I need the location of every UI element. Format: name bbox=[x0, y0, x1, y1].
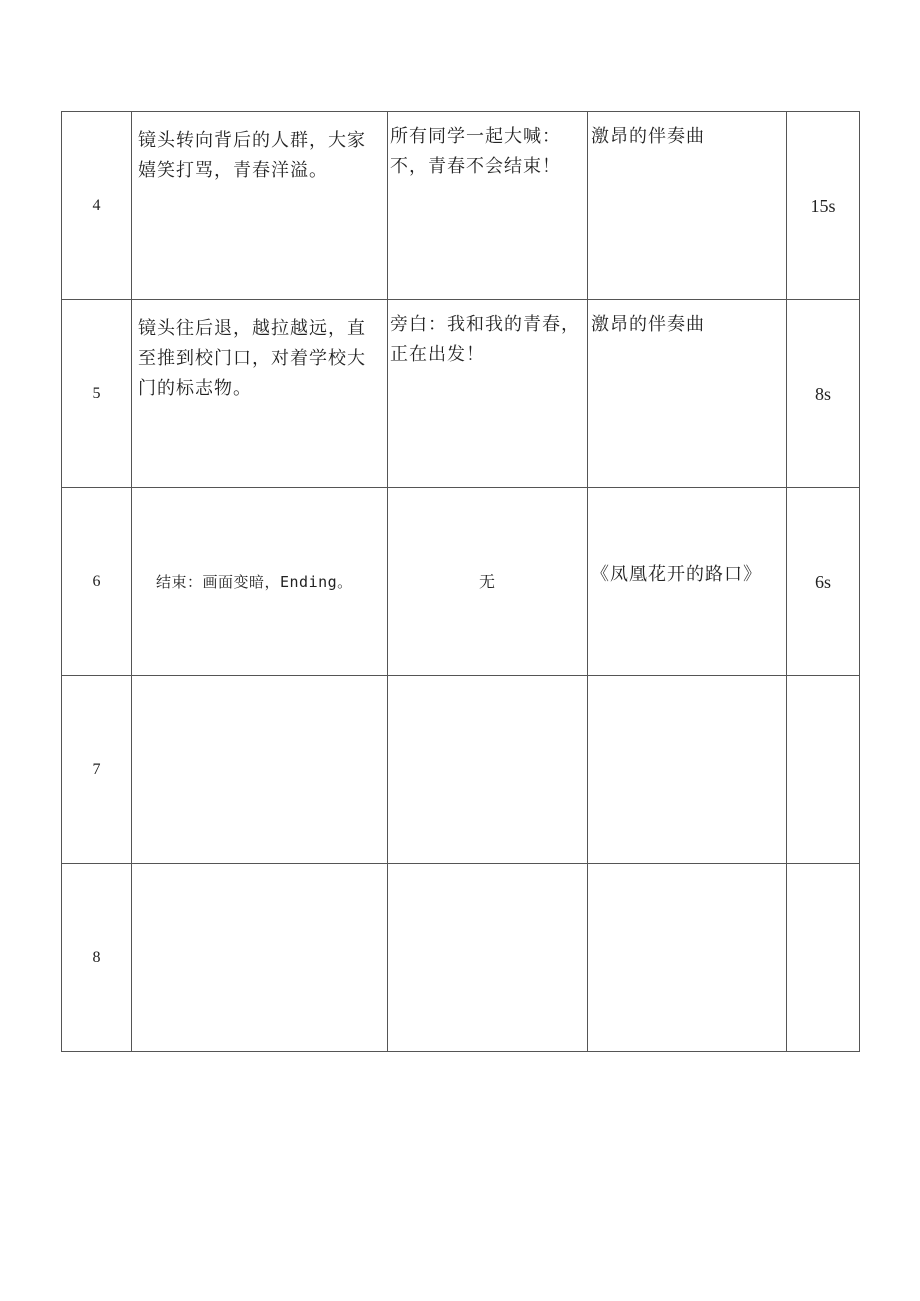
music-text bbox=[588, 864, 786, 874]
music-cell bbox=[588, 112, 787, 300]
music-text: 激昂的伴奏曲 bbox=[591, 314, 705, 335]
shot-number-cell bbox=[62, 676, 132, 864]
shot-number: 5 bbox=[92, 384, 101, 402]
shot-number: 7 bbox=[92, 760, 101, 778]
shot-number-cell bbox=[62, 300, 132, 488]
table-row bbox=[62, 864, 860, 1052]
dialogue-text bbox=[388, 864, 587, 874]
shot-description-cell bbox=[132, 112, 388, 300]
shot-number-cell bbox=[62, 864, 132, 1052]
duration-cell bbox=[787, 300, 860, 488]
music-cell bbox=[588, 864, 787, 1052]
storyboard-table bbox=[61, 111, 860, 1052]
dialogue-cell bbox=[388, 112, 588, 300]
table-row bbox=[62, 488, 860, 676]
dialogue-text: 所有同学一起大喊：不，青春不会结束！ bbox=[390, 126, 561, 177]
dialogue-cell bbox=[388, 864, 588, 1052]
table-row bbox=[62, 112, 860, 300]
duration-cell bbox=[787, 864, 860, 1052]
dialogue-cell bbox=[388, 676, 588, 864]
duration-cell bbox=[787, 676, 860, 864]
shot-number-cell bbox=[62, 112, 132, 300]
duration-text: 6s bbox=[814, 571, 831, 592]
shot-description bbox=[132, 864, 387, 878]
storyboard-table-container bbox=[61, 111, 859, 1052]
table-row bbox=[62, 300, 860, 488]
shot-description-cell bbox=[132, 300, 388, 488]
shot-description bbox=[132, 676, 387, 690]
duration-text: 8s bbox=[814, 383, 831, 404]
shot-number: 8 bbox=[92, 948, 101, 966]
shot-description: 镜头往后退，越拉越远，直至推到校门口，对着学校大门的标志物。 bbox=[138, 318, 366, 399]
dialogue-text: 旁白：我和我的青春，正在出发！ bbox=[390, 314, 580, 365]
dialogue-cell bbox=[388, 488, 588, 676]
music-text: 激昂的伴奏曲 bbox=[591, 126, 705, 147]
music-cell bbox=[588, 676, 787, 864]
dialogue-text: 无 bbox=[478, 571, 496, 591]
shot-number: 4 bbox=[92, 196, 101, 214]
dialogue-cell bbox=[388, 300, 588, 488]
shot-number: 6 bbox=[92, 572, 101, 590]
shot-description-cell bbox=[132, 488, 388, 676]
table-row bbox=[62, 676, 860, 864]
music-cell bbox=[588, 300, 787, 488]
shot-description-cell bbox=[132, 864, 388, 1052]
shot-description: 结束：画面变暗，Ending。 bbox=[156, 572, 353, 591]
duration-text: 15s bbox=[810, 195, 836, 216]
duration-cell bbox=[787, 488, 860, 676]
shot-description-cell bbox=[132, 676, 388, 864]
music-text bbox=[588, 676, 786, 686]
shot-number-cell bbox=[62, 488, 132, 676]
shot-description: 镜头转向背后的人群，大家嬉笑打骂，青春洋溢。 bbox=[138, 130, 366, 181]
music-cell bbox=[588, 488, 787, 676]
dialogue-text bbox=[388, 676, 587, 686]
duration-cell bbox=[787, 112, 860, 300]
music-text: 《凤凰花开的路口》 bbox=[591, 563, 762, 585]
